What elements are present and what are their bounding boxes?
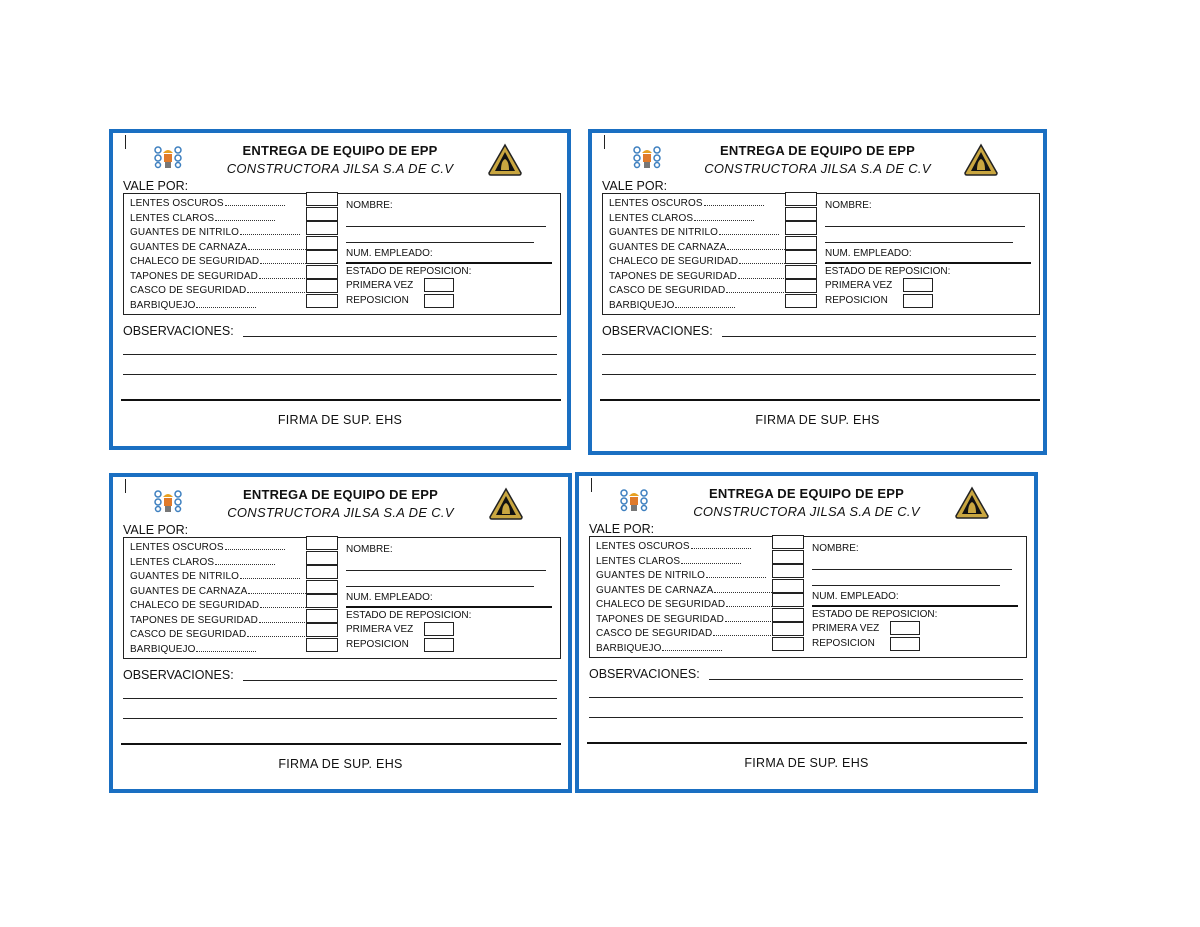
company-name: CONSTRUCTORA JILSA S.A DE C.V: [693, 504, 920, 519]
equipment-checkbox[interactable]: [785, 207, 817, 221]
equipment-item: [596, 570, 766, 581]
primera-vez-checkbox[interactable]: [903, 278, 933, 292]
vale-por-label: VALE POR:: [589, 522, 655, 536]
equipment-item-label: CASCO DE SEGURIDAD: [130, 629, 247, 640]
epp-form-card: [109, 129, 571, 450]
equipment-checkbox[interactable]: [306, 207, 338, 221]
reposicion-checkbox[interactable]: [890, 637, 920, 651]
observaciones-line-1[interactable]: [243, 336, 557, 337]
nombre-line-1[interactable]: [346, 226, 546, 227]
equipment-item: [130, 271, 319, 282]
nombre-line-1[interactable]: [825, 226, 1025, 227]
equipment-item: [130, 227, 300, 238]
observaciones-label: OBSERVACIONES:: [602, 324, 713, 338]
equipment-item: [130, 213, 275, 224]
equipment-checkbox[interactable]: [306, 536, 338, 550]
observaciones-line-3[interactable]: [123, 718, 557, 719]
equipment-item: [596, 556, 741, 567]
reposicion-checkbox[interactable]: [424, 638, 454, 652]
estado-reposicion-label: ESTADO DE REPOSICION:: [346, 610, 472, 621]
vale-por-label: VALE POR:: [123, 179, 189, 193]
nombre-line-2[interactable]: [346, 586, 534, 587]
nombre-label: NOMBRE:: [346, 544, 393, 555]
nombre-label: NOMBRE:: [825, 200, 872, 211]
equipment-item-label: BARBIQUEJO: [609, 299, 675, 311]
reposicion-label: REPOSICION: [825, 295, 888, 306]
items-box: [589, 536, 1027, 658]
equipment-item: [130, 542, 285, 553]
equipment-item-label: CHALECO DE SEGURIDAD: [609, 256, 739, 267]
equipment-item-label: LENTES OSCUROS: [596, 541, 690, 552]
equipment-checkbox[interactable]: [306, 609, 338, 623]
nombre-line-1[interactable]: [812, 569, 1012, 570]
equipment-checkbox[interactable]: [772, 550, 804, 564]
equipment-item: [609, 285, 786, 296]
items-box: [602, 193, 1040, 315]
firma-line[interactable]: [121, 399, 561, 401]
num-empleado-label: NUM. EMPLEADO:: [346, 248, 433, 259]
num-empleado-label: NUM. EMPLEADO:: [825, 248, 912, 259]
equipment-item: [609, 227, 779, 238]
company-name: CONSTRUCTORA JILSA S.A DE C.V: [704, 161, 931, 176]
firma-label: FIRMA DE SUP. EHS: [277, 413, 403, 427]
primera-vez-checkbox[interactable]: [424, 278, 454, 292]
equipment-item-label: CHALECO DE SEGURIDAD: [130, 256, 260, 267]
equipment-item-label: CASCO DE SEGURIDAD: [609, 285, 726, 296]
equipment-item: [596, 585, 774, 596]
equipment-item-label: TAPONES DE SEGURIDAD: [609, 270, 737, 282]
equipment-item: [130, 644, 256, 655]
equipment-checkbox[interactable]: [306, 565, 338, 579]
equipment-checkbox[interactable]: [785, 192, 817, 206]
equipment-checkbox[interactable]: [772, 637, 804, 651]
observaciones-line-2[interactable]: [589, 697, 1023, 698]
equipment-checkbox[interactable]: [772, 579, 804, 593]
equipment-checkbox[interactable]: [785, 221, 817, 235]
firma-line[interactable]: [600, 399, 1040, 401]
primera-vez-label: PRIMERA VEZ: [812, 623, 880, 634]
equipment-item-label: GUANTES DE NITRILO: [609, 227, 719, 238]
equipment-checkbox[interactable]: [785, 236, 817, 250]
checkbox-column: [785, 192, 817, 320]
firma-label: FIRMA DE SUP. EHS: [278, 757, 403, 771]
equipment-item-label: LENTES OSCUROS: [130, 542, 224, 553]
observaciones-line-1[interactable]: [709, 679, 1023, 680]
vale-por-label: VALE POR:: [123, 523, 189, 537]
primera-vez-label: PRIMERA VEZ: [825, 280, 893, 291]
observaciones-label: OBSERVACIONES:: [589, 667, 700, 681]
equipment-checkbox[interactable]: [306, 623, 338, 637]
observaciones-line-3[interactable]: [589, 717, 1023, 718]
nombre-line-2[interactable]: [346, 242, 534, 243]
equipment-checkbox[interactable]: [306, 551, 338, 565]
equipment-item: [596, 614, 785, 625]
observaciones-label: OBSERVACIONES:: [123, 668, 234, 682]
equipment-item: [596, 541, 751, 552]
form-title: ENTREGA DE EQUIPO DE EPP: [719, 143, 916, 158]
equipment-checkbox[interactable]: [306, 294, 338, 308]
equipment-checkbox[interactable]: [772, 622, 804, 636]
equipment-item: [609, 213, 754, 224]
equipment-item-label: BARBIQUEJO: [130, 643, 196, 655]
equipment-checkbox[interactable]: [306, 638, 338, 652]
equipment-item-label: LENTES CLAROS: [609, 212, 694, 224]
primera-vez-checkbox[interactable]: [424, 622, 454, 636]
equipment-item: [130, 256, 320, 267]
observaciones-line-3[interactable]: [123, 374, 557, 375]
nombre-label: NOMBRE:: [812, 543, 859, 554]
equipment-checkbox[interactable]: [306, 594, 338, 608]
equipment-item: [130, 571, 300, 582]
firma-line[interactable]: [121, 743, 561, 745]
equipment-item: [130, 242, 308, 253]
equipment-item: [609, 271, 798, 282]
nombre-label: NOMBRE:: [346, 200, 393, 211]
equipment-checkbox[interactable]: [785, 294, 817, 308]
equipment-checkbox[interactable]: [306, 250, 338, 264]
nombre-line-2[interactable]: [825, 242, 1013, 243]
equipment-item-label: CHALECO DE SEGURIDAD: [130, 600, 260, 611]
equipment-item: [609, 242, 787, 253]
equipment-checkbox[interactable]: [772, 535, 804, 549]
equipment-item-label: TAPONES DE SEGURIDAD: [130, 614, 258, 626]
equipment-checkbox[interactable]: [772, 593, 804, 607]
reposicion-label: REPOSICION: [346, 639, 409, 650]
equipment-item-label: GUANTES DE NITRILO: [596, 570, 706, 581]
equipment-item: [130, 615, 319, 626]
equipment-item-label: CASCO DE SEGURIDAD: [596, 628, 713, 639]
equipment-item-label: CHALECO DE SEGURIDAD: [596, 599, 726, 610]
checkbox-column: [306, 192, 338, 320]
num-empleado-label: NUM. EMPLEADO:: [346, 592, 433, 603]
equipment-checkbox[interactable]: [306, 580, 338, 594]
observaciones-label: OBSERVACIONES:: [123, 324, 234, 338]
primera-vez-label: PRIMERA VEZ: [346, 624, 414, 635]
checkbox-column: [306, 536, 338, 664]
equipment-checkbox[interactable]: [785, 279, 817, 293]
equipment-item: [130, 285, 307, 296]
company-name: CONSTRUCTORA JILSA S.A DE C.V: [227, 505, 454, 520]
equipment-checkbox[interactable]: [772, 608, 804, 622]
equipment-checkbox[interactable]: [785, 250, 817, 264]
estado-reposicion-label: ESTADO DE REPOSICION:: [825, 266, 951, 277]
observaciones-line-1[interactable]: [722, 336, 1036, 337]
observaciones-line-2[interactable]: [123, 354, 557, 355]
reposicion-label: REPOSICION: [346, 295, 409, 306]
equipment-item: [130, 629, 307, 640]
equipment-item-label: LENTES CLAROS: [596, 555, 681, 567]
num-empleado-line[interactable]: [812, 605, 1018, 607]
equipment-checkbox[interactable]: [772, 564, 804, 578]
equipment-item-label: BARBIQUEJO: [596, 642, 662, 654]
equipment-checkbox[interactable]: [306, 236, 338, 250]
equipment-item: [596, 599, 786, 610]
vale-por-label: VALE POR:: [602, 179, 668, 193]
equipment-checkbox[interactable]: [306, 221, 338, 235]
equipment-item: [130, 586, 308, 597]
estado-reposicion-label: ESTADO DE REPOSICION:: [346, 266, 472, 277]
epp-form-card: [575, 472, 1038, 793]
observaciones-line-2[interactable]: [602, 354, 1036, 355]
equipment-item: [130, 600, 320, 611]
num-empleado-line[interactable]: [825, 262, 1031, 264]
equipment-item-label: CASCO DE SEGURIDAD: [130, 285, 247, 296]
nombre-line-1[interactable]: [346, 570, 546, 571]
form-title: ENTREGA DE EQUIPO DE EPP: [708, 486, 905, 501]
firma-label: FIRMA DE SUP. EHS: [744, 756, 869, 770]
num-empleado-line[interactable]: [346, 262, 552, 264]
equipment-item-label: GUANTES DE CARNAZA: [130, 241, 248, 253]
equipment-item-label: GUANTES DE CARNAZA: [596, 584, 714, 596]
equipment-item: [130, 198, 285, 209]
equipment-item-label: GUANTES DE NITRILO: [130, 227, 240, 238]
equipment-item: [609, 256, 799, 267]
num-empleado-label: NUM. EMPLEADO:: [812, 591, 899, 602]
epp-form-card: [109, 473, 572, 793]
equipment-item: [130, 300, 256, 311]
equipment-item-label: LENTES OSCUROS: [130, 198, 224, 209]
firma-label: FIRMA DE SUP. EHS: [755, 413, 880, 427]
estado-reposicion-label: ESTADO DE REPOSICION:: [812, 609, 938, 620]
observaciones-line-3[interactable]: [602, 374, 1036, 375]
form-title: ENTREGA DE EQUIPO DE EPP: [242, 143, 438, 158]
checkbox-column: [772, 535, 804, 663]
nombre-line-2[interactable]: [812, 585, 1000, 586]
equipment-item-label: GUANTES DE CARNAZA: [130, 585, 248, 597]
items-box: [123, 193, 561, 315]
primera-vez-checkbox[interactable]: [890, 621, 920, 635]
equipment-item-label: GUANTES DE CARNAZA: [609, 241, 727, 253]
equipment-item: [596, 628, 773, 639]
company-name: CONSTRUCTORA JILSA S.A DE C.V: [226, 161, 454, 176]
observaciones-line-1[interactable]: [243, 680, 557, 681]
equipment-checkbox[interactable]: [785, 265, 817, 279]
num-empleado-line[interactable]: [346, 606, 552, 608]
equipment-item: [609, 198, 764, 209]
observaciones-line-2[interactable]: [123, 698, 557, 699]
equipment-item-label: TAPONES DE SEGURIDAD: [130, 270, 258, 282]
reposicion-checkbox[interactable]: [424, 294, 454, 308]
equipment-item-label: TAPONES DE SEGURIDAD: [596, 613, 724, 625]
primera-vez-label: PRIMERA VEZ: [346, 280, 414, 291]
equipment-item-label: GUANTES DE NITRILO: [130, 571, 240, 582]
reposicion-label: REPOSICION: [812, 638, 875, 649]
reposicion-checkbox[interactable]: [903, 294, 933, 308]
equipment-item-label: LENTES CLAROS: [130, 556, 215, 568]
equipment-item: [596, 643, 722, 654]
equipment-item: [609, 300, 735, 311]
firma-line[interactable]: [587, 742, 1027, 744]
equipment-checkbox[interactable]: [306, 265, 338, 279]
equipment-item-label: LENTES OSCUROS: [609, 198, 703, 209]
items-box: [123, 537, 561, 659]
equipment-checkbox[interactable]: [306, 192, 338, 206]
equipment-item-label: BARBIQUEJO: [130, 299, 196, 311]
epp-form-card: [588, 129, 1047, 455]
equipment-checkbox[interactable]: [306, 279, 338, 293]
form-title: ENTREGA DE EQUIPO DE EPP: [242, 487, 439, 502]
equipment-item-label: LENTES CLAROS: [130, 212, 215, 224]
equipment-item: [130, 557, 275, 568]
